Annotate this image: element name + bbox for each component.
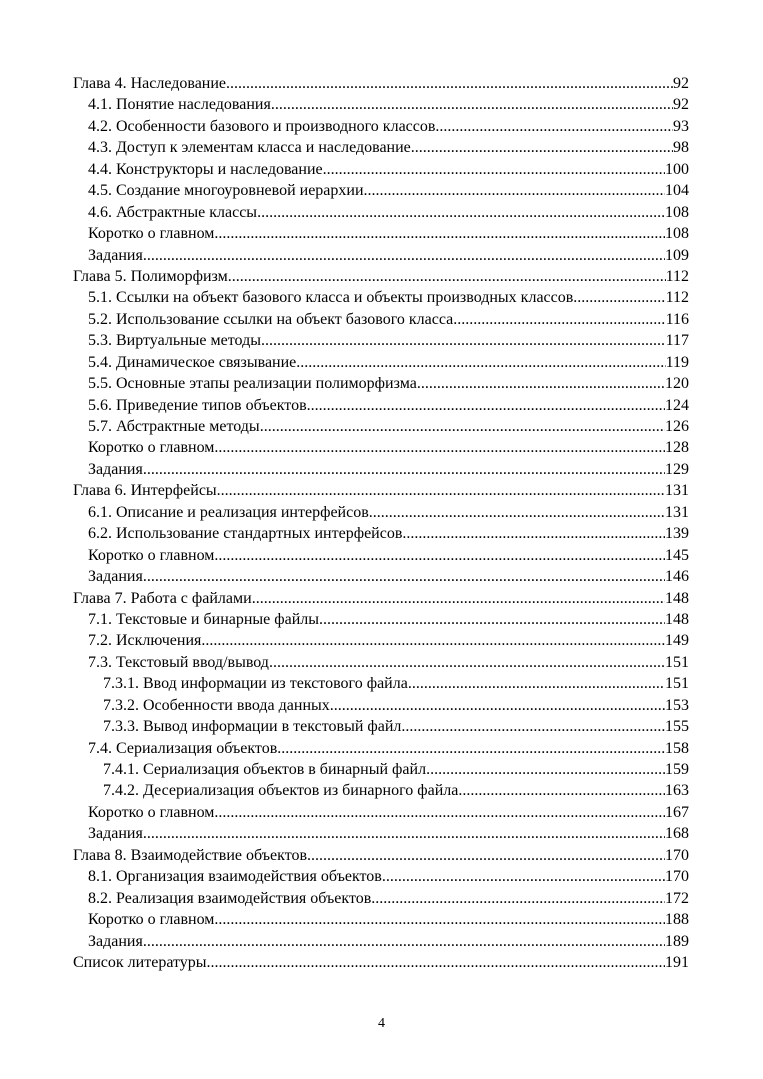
toc-entry-title: 4.6. Абстрактные классы [88,203,258,221]
toc-dot-leader [143,566,665,587]
toc-entry-page: 131 [665,503,689,521]
toc-entry-title: 5.7. Абстрактные методы [88,418,260,435]
toc-section-entry [73,245,689,266]
toc-dot-leader [573,287,665,308]
toc-entry-title: Задания [88,460,143,478]
toc-section-entry [73,330,689,351]
toc-section-entry [73,116,689,137]
toc-entry-title: 4.1. Понятие наследования [88,96,271,114]
toc-dot-leader [417,373,665,394]
toc-entry-page: 151 [665,675,689,693]
toc-entry-page: 126 [665,418,689,435]
toc-entry-page: 108 [665,203,689,221]
toc-section-entry [73,931,689,952]
toc-dot-leader [371,888,665,909]
toc-entry-title: 7.3. Текстовый ввод/вывод [88,653,269,671]
toc-entry-page: 109 [665,246,689,264]
toc-dot-leader [214,545,665,566]
toc-entry-title: Коротко о главном [88,225,215,243]
toc-subsection-entry [73,716,689,737]
toc-entry-page: 128 [665,439,689,457]
toc-dot-leader [319,609,665,630]
toc-entry-page: 153 [665,696,689,714]
toc-entry-title: 4.4. Конструкторы и наследование [88,160,323,178]
toc-entry-page: 159 [665,761,689,778]
toc-dot-leader [143,245,665,266]
toc-dot-leader [228,266,666,287]
toc-entry-page: 149 [665,632,689,650]
toc-section-entry [73,502,689,523]
toc-section-entry [73,287,689,308]
toc-dot-leader [214,802,665,823]
toc-entry-title: 4.2. Особенности базового и производного классов [88,117,436,135]
toc-entry-page: 188 [665,911,689,929]
toc-entry-title: 5.6. Приведение типов объектов [88,396,307,414]
toc-dot-leader [426,759,665,780]
toc-dot-leader [260,416,665,437]
toc-entry-title: Задания [88,246,143,264]
toc-dot-leader [277,738,665,759]
toc-entry-title: Задания [88,825,143,843]
toc-entry-page: 158 [665,739,689,757]
toc-dot-leader [143,823,665,844]
toc-dot-leader [214,223,665,244]
toc-entry-title: 7.1. Текстовые и бинарные файлы [88,610,320,628]
toc-entry-title: 7.4. Сериализация объектов [88,739,278,757]
toc-entry-page: 168 [665,825,689,843]
toc-entry-page: 191 [665,953,689,971]
toc-entry-page: 167 [665,803,689,821]
toc-section-entry [73,437,689,458]
toc-entry-page: 189 [665,932,689,950]
toc-dot-leader [226,73,673,94]
toc-entry-title: 7.3.2. Особенности ввода данных [103,696,330,714]
toc-entry-title: Задания [88,568,143,586]
toc-section-entry [73,352,689,373]
toc-dot-leader [408,673,665,694]
toc-section-entry [73,545,689,566]
toc-entry-page: 148 [665,589,689,607]
toc-chapter-entry [73,266,689,287]
toc-entry-title: Коротко о главном [88,546,215,564]
toc-entry-page: 145 [665,546,689,564]
toc-entry-page: 104 [665,182,689,200]
toc-entry-title: Задания [88,932,143,950]
toc-entry-title: 5.1. Ссылки на объект базового класса и объекты производных классов [88,289,574,307]
toc-entry-page: 131 [665,482,689,500]
toc-dot-leader [369,502,665,523]
toc-section-entry [73,909,689,930]
toc-chapter-entry [73,480,689,501]
toc-entry-page: 119 [665,353,689,371]
toc-dot-leader [214,437,665,458]
toc-entry-page: 116 [665,310,689,328]
toc-dot-leader [214,909,665,930]
table-of-contents [73,73,689,973]
toc-entry-title: 8.2. Реализация взаимодействия объектов [88,889,372,907]
toc-dot-leader [435,116,673,137]
toc-dot-leader [330,695,665,716]
toc-entry-title: 4.5. Создание многоуровневой иерархии [88,182,364,200]
toc-section-entry [73,652,689,673]
toc-entry-title: 7.4.2. Десериализация объектов из бинарного файла [103,782,459,800]
toc-section-entry [73,223,689,244]
toc-entry-title: 8.1. Организация взаимодействия объектов [88,868,382,886]
toc-dot-leader [207,952,665,973]
toc-entry-title: Глава 5. Полиморфизм [73,267,228,285]
toc-entry-page: 108 [665,225,689,243]
toc-entry-title: 7.2. Исключения [88,632,202,650]
toc-entry-page: 112 [665,289,689,307]
toc-section-entry [73,395,689,416]
toc-entry-title: 7.4.1. Сериализация объектов в бинарный файл [103,761,427,778]
toc-section-entry [73,159,689,180]
toc-entry-title: 4.3. Доступ к элементам класса и наследование [88,139,411,157]
toc-section-entry [73,180,689,201]
toc-section-entry [73,630,689,651]
toc-entry-title: Коротко о главном [88,911,215,929]
toc-entry-title: Глава 8. Взаимодействие объектов [73,846,308,864]
toc-entry-page: 93 [673,117,689,135]
toc-subsection-entry [73,673,689,694]
toc-section-entry [73,137,689,158]
toc-section-entry [73,609,689,630]
toc-section-entry [73,416,689,437]
toc-entry-title: Коротко о главном [88,803,215,821]
toc-subsection-entry [73,759,689,780]
toc-entry-page: 117 [665,332,689,350]
toc-section-entry [73,523,689,544]
toc-entry-page: 146 [665,568,689,586]
toc-dot-leader [143,459,665,480]
toc-entry-page: 139 [665,525,689,543]
toc-section-entry [73,802,689,823]
toc-entry-title: 7.3.1. Ввод информации из текстового файла [103,675,408,693]
toc-dot-leader [458,780,665,801]
toc-dot-leader [382,866,665,887]
toc-section-entry [73,309,689,330]
toc-dot-leader [364,180,665,201]
toc-entry-title: 5.4. Динамическое связывание [88,353,297,371]
toc-dot-leader [307,845,665,866]
toc-dot-leader [296,352,665,373]
toc-dot-leader [261,330,666,351]
toc-dot-leader [271,94,673,115]
toc-dot-leader [402,523,665,544]
toc-dot-leader [143,931,665,952]
toc-dot-leader [323,159,665,180]
toc-entry-page: 120 [665,375,689,393]
toc-dot-leader [269,652,665,673]
toc-dot-leader [401,716,665,737]
toc-entry-title: 5.5. Основные этапы реализации полиморфизма [88,375,417,393]
toc-entry-title: Список литературы [73,953,207,971]
toc-section-entry [73,459,689,480]
toc-dot-leader [453,309,665,330]
toc-dot-leader [201,630,665,651]
toc-entry-title: 6.2. Использование стандартных интерфейсов [88,525,403,543]
toc-entry-page: 92 [673,96,689,114]
toc-section-entry [73,94,689,115]
toc-chapter-entry [73,952,689,973]
toc-dot-leader [307,395,665,416]
toc-entry-page: 100 [665,160,689,178]
toc-entry-title: 7.3.3. Вывод информации в текстовый файл [103,718,402,736]
toc-chapter-entry [73,588,689,609]
toc-entry-page: 148 [665,610,689,628]
toc-entry-page: 151 [665,653,689,671]
toc-dot-leader [217,480,665,501]
toc-entry-title: 5.3. Виртуальные методы [88,332,261,350]
toc-entry-page: 98 [673,139,689,157]
toc-entry-page: 124 [665,396,689,414]
page-number: 4 [378,1016,385,1031]
toc-entry-page: 129 [665,460,689,478]
toc-entry-title: 6.1. Описание и реализация интерфейсов [88,503,369,521]
toc-entry-page: 112 [665,267,689,285]
toc-entry-title: Глава 7. Работа с файлами [73,589,252,607]
toc-section-entry [73,888,689,909]
toc-section-entry [73,866,689,887]
toc-section-entry [73,566,689,587]
toc-entry-title: 5.2. Использование ссылки на объект базового класса [88,310,454,328]
toc-entry-title: Коротко о главном [88,439,215,457]
toc-entry-page: 163 [665,782,689,800]
toc-chapter-entry [73,845,689,866]
toc-dot-leader [411,137,673,158]
toc-section-entry [73,373,689,394]
toc-chapter-entry [73,73,689,94]
toc-subsection-entry [73,695,689,716]
toc-entry-page: 170 [665,846,689,864]
toc-entry-page: 155 [665,718,689,736]
toc-entry-title: Глава 4. Наследование [73,75,227,92]
toc-entry-page: 170 [665,868,689,886]
toc-dot-leader [252,588,665,609]
toc-subsection-entry [73,780,689,801]
toc-entry-title: Глава 6. Интерфейсы [73,482,217,500]
toc-section-entry [73,823,689,844]
toc-section-entry [73,202,689,223]
toc-entry-page: 172 [665,889,689,907]
toc-entry-page: 92 [673,75,689,92]
toc-section-entry [73,738,689,759]
toc-dot-leader [257,202,665,223]
